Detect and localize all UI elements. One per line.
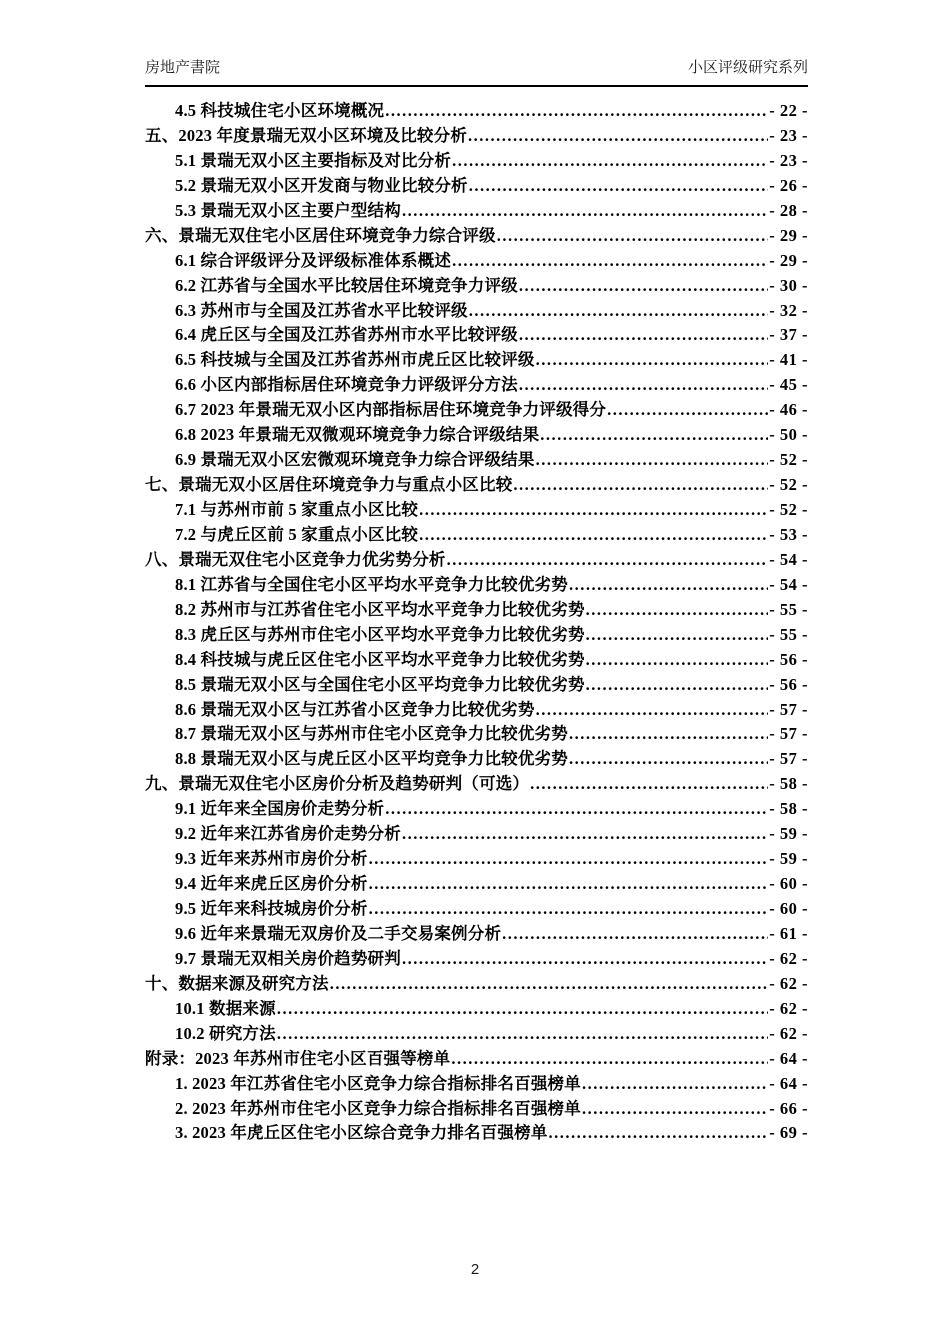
toc-entry[interactable] bbox=[145, 995, 808, 1020]
toc-entry[interactable] bbox=[145, 571, 808, 596]
toc-dot-leader bbox=[419, 500, 768, 520]
toc-entry-label: 5.3 景瑞无双小区主要户型结构 bbox=[175, 200, 401, 220]
toc-entry[interactable] bbox=[145, 147, 808, 172]
toc-entry[interactable] bbox=[145, 421, 808, 446]
toc-entry[interactable] bbox=[145, 845, 808, 870]
toc-entry-label: 附录：2023 年苏州市住宅小区百强等榜单 bbox=[145, 1048, 451, 1068]
toc-entry-label: 7.1 与苏州市前 5 家重点小区比较 bbox=[175, 500, 419, 519]
toc-entry-label: 10.2 研究方法 bbox=[175, 1023, 276, 1043]
toc-page-number: - 59 - bbox=[769, 849, 808, 869]
toc-entry[interactable] bbox=[145, 970, 808, 995]
toc-entry-label: 八、景瑞无双住宅小区竞争力优劣势分析 bbox=[145, 549, 446, 569]
toc-dot-leader bbox=[419, 525, 768, 545]
toc-page-number: - 41 - bbox=[769, 350, 808, 370]
toc-page-number: - 57 - bbox=[769, 749, 808, 769]
toc-page-number: - 50 - bbox=[769, 425, 808, 445]
toc-page-number: - 57 - bbox=[769, 699, 808, 719]
toc-dot-leader bbox=[582, 1099, 768, 1119]
toc-entry-label: 8.2 苏州市与江苏省住宅小区平均水平竞争力比较优劣势 bbox=[175, 599, 585, 619]
toc-page-number: - 62 - bbox=[769, 973, 808, 993]
toc-page-number: - 64 - bbox=[769, 1048, 808, 1068]
toc-dot-leader bbox=[468, 126, 768, 146]
toc-dot-leader bbox=[530, 774, 768, 794]
toc-page-number: - 37 - bbox=[769, 325, 808, 345]
toc-entry-label: 8.4 科技城与虎丘区住宅小区平均水平竞争力比较优劣势 bbox=[175, 649, 585, 669]
toc-dot-leader bbox=[519, 276, 768, 296]
toc-dot-leader bbox=[540, 425, 768, 445]
toc-dot-leader bbox=[549, 1123, 769, 1143]
toc-dot-leader bbox=[451, 1049, 768, 1069]
toc-entry-label: 五、2023 年度景瑞无双小区环境及比较分析 bbox=[145, 125, 468, 145]
toc-dot-leader bbox=[402, 824, 768, 844]
toc-entry[interactable] bbox=[145, 396, 808, 421]
toc-dot-leader bbox=[582, 1074, 768, 1094]
toc-dot-leader bbox=[497, 226, 769, 246]
toc-page-number: - 23 - bbox=[769, 125, 808, 145]
toc-page-number: - 62 - bbox=[769, 948, 808, 968]
toc-entry[interactable] bbox=[145, 197, 808, 222]
toc-entry[interactable] bbox=[145, 97, 808, 122]
toc-entry-label: 9.4 近年来虎丘区房价分析 bbox=[175, 874, 368, 894]
toc-entry[interactable] bbox=[145, 671, 808, 696]
toc-entry[interactable] bbox=[145, 646, 808, 671]
toc-entry[interactable] bbox=[145, 122, 808, 147]
toc-page-number: - 69 - bbox=[769, 1123, 808, 1143]
toc-page-number: - 58 - bbox=[769, 799, 808, 819]
toc-dot-leader bbox=[385, 101, 768, 121]
toc-entry[interactable] bbox=[145, 696, 808, 721]
toc-entry[interactable] bbox=[145, 1045, 808, 1070]
toc-page-number: - 55 - bbox=[769, 624, 808, 644]
toc-entry[interactable] bbox=[145, 496, 808, 521]
toc-entry-label: 9.2 近年来江苏省房价走势分析 bbox=[175, 824, 401, 844]
toc-entry[interactable] bbox=[145, 770, 808, 795]
toc-entry-label: 4.5 科技城住宅小区环境概况 bbox=[175, 101, 385, 120]
toc-dot-leader bbox=[402, 201, 768, 221]
toc-dot-leader bbox=[402, 949, 768, 969]
toc-entry-label: 6.2 江苏省与全国水平比较居住环境竞争力评级 bbox=[175, 275, 518, 295]
toc-page-number: - 29 - bbox=[769, 250, 808, 270]
toc-dot-leader bbox=[502, 924, 768, 944]
toc-entry-label: 6.4 虎丘区与全国及江苏省苏州市水平比较评级 bbox=[175, 325, 518, 345]
toc-dot-leader bbox=[330, 974, 769, 994]
toc-page-number: - 54 - bbox=[769, 574, 808, 594]
toc-entry[interactable] bbox=[145, 870, 808, 895]
toc-entry[interactable] bbox=[145, 1020, 808, 1045]
toc-dot-leader bbox=[447, 550, 769, 570]
toc-page-number: - 52 - bbox=[769, 500, 808, 519]
toc-entry[interactable] bbox=[145, 945, 808, 970]
toc-entry-label: 6.5 科技城与全国及江苏省苏州市虎丘区比较评级 bbox=[175, 350, 535, 370]
toc-dot-leader bbox=[513, 475, 768, 495]
page-number: 2 bbox=[470, 1261, 480, 1278]
toc-entry[interactable] bbox=[145, 745, 808, 770]
toc-entry[interactable] bbox=[145, 1070, 808, 1095]
toc-page-number: - 26 - bbox=[769, 175, 808, 195]
toc-entry[interactable] bbox=[145, 820, 808, 845]
toc-page-number: - 59 - bbox=[769, 824, 808, 844]
toc-page-number: - 29 - bbox=[769, 225, 808, 245]
toc-page-number: - 55 - bbox=[769, 599, 808, 619]
toc-entry-label: 9.5 近年来科技城房价分析 bbox=[175, 899, 368, 918]
toc-page-number: - 22 - bbox=[769, 101, 808, 120]
toc-dot-leader bbox=[569, 749, 768, 769]
toc-dot-leader bbox=[369, 899, 769, 919]
toc-page-number: - 53 - bbox=[769, 524, 808, 544]
toc-dot-leader bbox=[519, 375, 768, 395]
toc-entry[interactable] bbox=[145, 371, 808, 396]
toc-entry[interactable] bbox=[145, 222, 808, 247]
toc-entry[interactable] bbox=[145, 1095, 808, 1120]
toc-entry[interactable] bbox=[145, 346, 808, 371]
toc-entry-label: 9.1 近年来全国房价走势分析 bbox=[175, 799, 385, 819]
toc-page-number: - 30 - bbox=[769, 275, 808, 295]
toc-page-number: - 54 - bbox=[769, 549, 808, 569]
header-right-series: 小区评级研究系列 bbox=[687, 59, 808, 76]
toc-dot-leader bbox=[519, 325, 768, 345]
header-left-title: 房地产書院 bbox=[145, 59, 221, 76]
toc-entry[interactable] bbox=[145, 795, 808, 820]
toc-page-number: - 32 - bbox=[769, 300, 808, 320]
toc-dot-leader bbox=[385, 799, 768, 819]
toc-entry-label: 十、数据来源及研究方法 bbox=[145, 973, 329, 993]
toc-entry[interactable] bbox=[145, 895, 808, 920]
toc-dot-leader bbox=[536, 450, 769, 470]
toc-entry-label: 1. 2023 年江苏省住宅小区竞争力综合指标排名百强榜单 bbox=[175, 1073, 581, 1093]
toc-page-number: - 58 - bbox=[769, 774, 808, 794]
toc-dot-leader bbox=[586, 625, 769, 645]
toc-dot-leader bbox=[369, 849, 769, 869]
toc-page-number: - 28 - bbox=[769, 200, 808, 220]
toc-page-number: - 66 - bbox=[769, 1098, 808, 1118]
toc-entry-label: 6.9 景瑞无双小区宏微观环境竞争力综合评级结果 bbox=[175, 450, 535, 470]
toc-entry[interactable] bbox=[145, 596, 808, 621]
toc-entry-label: 9.6 近年来景瑞无双房价及二手交易案例分析 bbox=[175, 923, 502, 943]
toc-entry-label: 5.2 景瑞无双小区开发商与物业比较分析 bbox=[175, 175, 468, 195]
toc-entry-label: 8.3 虎丘区与苏州市住宅小区平均水平竞争力比较优劣势 bbox=[175, 624, 585, 644]
toc-page-number: - 62 - bbox=[769, 998, 808, 1018]
toc-dot-leader bbox=[569, 724, 768, 744]
toc-page-number: - 62 - bbox=[769, 1023, 808, 1043]
toc-entry-label: 九、景瑞无双住宅小区房价分析及趋势研判（可选） bbox=[145, 774, 530, 794]
toc-entry-label: 8.5 景瑞无双小区与全国住宅小区平均竞争力比较优劣势 bbox=[175, 674, 585, 694]
toc-entry[interactable] bbox=[145, 172, 808, 197]
toc-entry-label: 5.1 景瑞无双小区主要指标及对比分析 bbox=[175, 150, 452, 170]
toc-entry-label: 6.3 苏州市与全国及江苏省水平比较评级 bbox=[175, 300, 468, 320]
toc-entry[interactable] bbox=[145, 446, 808, 471]
toc-entry[interactable] bbox=[145, 247, 808, 272]
toc-page-number: - 45 - bbox=[769, 375, 808, 395]
toc-dot-leader bbox=[569, 575, 768, 595]
toc-entry-label: 8.8 景瑞无双小区与虎丘区小区平均竞争力比较优劣势 bbox=[175, 749, 568, 769]
toc-entry-label: 10.1 数据来源 bbox=[175, 998, 276, 1018]
toc-page-number: - 52 - bbox=[769, 475, 808, 495]
toc-page-number: - 23 - bbox=[769, 150, 808, 170]
toc-entry-label: 六、景瑞无双住宅小区居住环境竞争力综合评级 bbox=[145, 225, 496, 245]
page-footer bbox=[0, 1261, 950, 1278]
toc-dot-leader bbox=[452, 151, 768, 171]
toc-page-number: - 56 - bbox=[769, 674, 808, 694]
toc-entry-label: 七、景瑞无双小区居住环境竞争力与重点小区比较 bbox=[145, 475, 513, 495]
toc-dot-leader bbox=[586, 650, 769, 670]
toc-entry-label: 9.7 景瑞无双相关房价趋势研判 bbox=[175, 948, 401, 968]
toc-entry-label: 6.1 综合评级评分及评级标准体系概述 bbox=[175, 250, 452, 270]
toc-entry[interactable] bbox=[145, 920, 808, 945]
toc-page-number: - 60 - bbox=[769, 874, 808, 894]
toc-dot-leader bbox=[469, 301, 769, 321]
toc-entry-label: 8.7 景瑞无双小区与苏州市住宅小区竞争力比较优劣势 bbox=[175, 724, 568, 744]
toc-entry[interactable] bbox=[145, 621, 808, 646]
toc-dot-leader bbox=[536, 350, 769, 370]
toc-entry[interactable] bbox=[145, 297, 808, 322]
toc-dot-leader bbox=[452, 251, 768, 271]
toc-entry-label: 8.1 江苏省与全国住宅小区平均水平竞争力比较优劣势 bbox=[175, 574, 568, 594]
toc-page-number: - 60 - bbox=[769, 899, 808, 918]
table-of-contents bbox=[145, 97, 808, 1144]
toc-entry[interactable] bbox=[145, 546, 808, 571]
toc-dot-leader bbox=[277, 999, 768, 1019]
toc-entry[interactable] bbox=[145, 321, 808, 346]
toc-entry[interactable] bbox=[145, 272, 808, 297]
toc-entry-label: 6.8 2023 年景瑞无双微观环境竞争力综合评级结果 bbox=[175, 425, 540, 445]
page-header bbox=[145, 58, 808, 87]
toc-entry[interactable] bbox=[145, 720, 808, 745]
toc-dot-leader bbox=[586, 600, 769, 620]
toc-dot-leader bbox=[607, 400, 768, 420]
toc-dot-leader bbox=[536, 700, 769, 720]
toc-page-number: - 46 - bbox=[769, 400, 808, 420]
toc-entry-label: 7.2 与虎丘区前 5 家重点小区比较 bbox=[175, 524, 419, 544]
toc-entry-label: 6.7 2023 年景瑞无双小区内部指标居住环境竞争力评级得分 bbox=[175, 400, 607, 420]
toc-page-number: - 64 - bbox=[769, 1073, 808, 1093]
toc-page-number: - 56 - bbox=[769, 649, 808, 669]
toc-dot-leader bbox=[469, 176, 769, 196]
toc-page-number: - 52 - bbox=[769, 450, 808, 470]
toc-entry[interactable] bbox=[145, 471, 808, 496]
toc-entry[interactable] bbox=[145, 1119, 808, 1144]
toc-dot-leader bbox=[369, 874, 769, 894]
toc-dot-leader bbox=[277, 1024, 768, 1044]
toc-entry-label: 3. 2023 年虎丘区住宅小区综合竞争力排名百强榜单 bbox=[175, 1123, 548, 1143]
toc-dot-leader bbox=[586, 675, 769, 695]
toc-entry[interactable] bbox=[145, 521, 808, 546]
toc-entry-label: 8.6 景瑞无双小区与江苏省小区竞争力比较优劣势 bbox=[175, 699, 535, 719]
toc-entry-label: 9.3 近年来苏州市房价分析 bbox=[175, 849, 368, 869]
toc-entry-label: 2. 2023 年苏州市住宅小区竞争力综合指标排名百强榜单 bbox=[175, 1098, 581, 1118]
toc-entry-label: 6.6 小区内部指标居住环境竞争力评级评分方法 bbox=[175, 375, 518, 395]
toc-page-number: - 57 - bbox=[769, 724, 808, 744]
toc-page-number: - 61 - bbox=[769, 923, 808, 943]
